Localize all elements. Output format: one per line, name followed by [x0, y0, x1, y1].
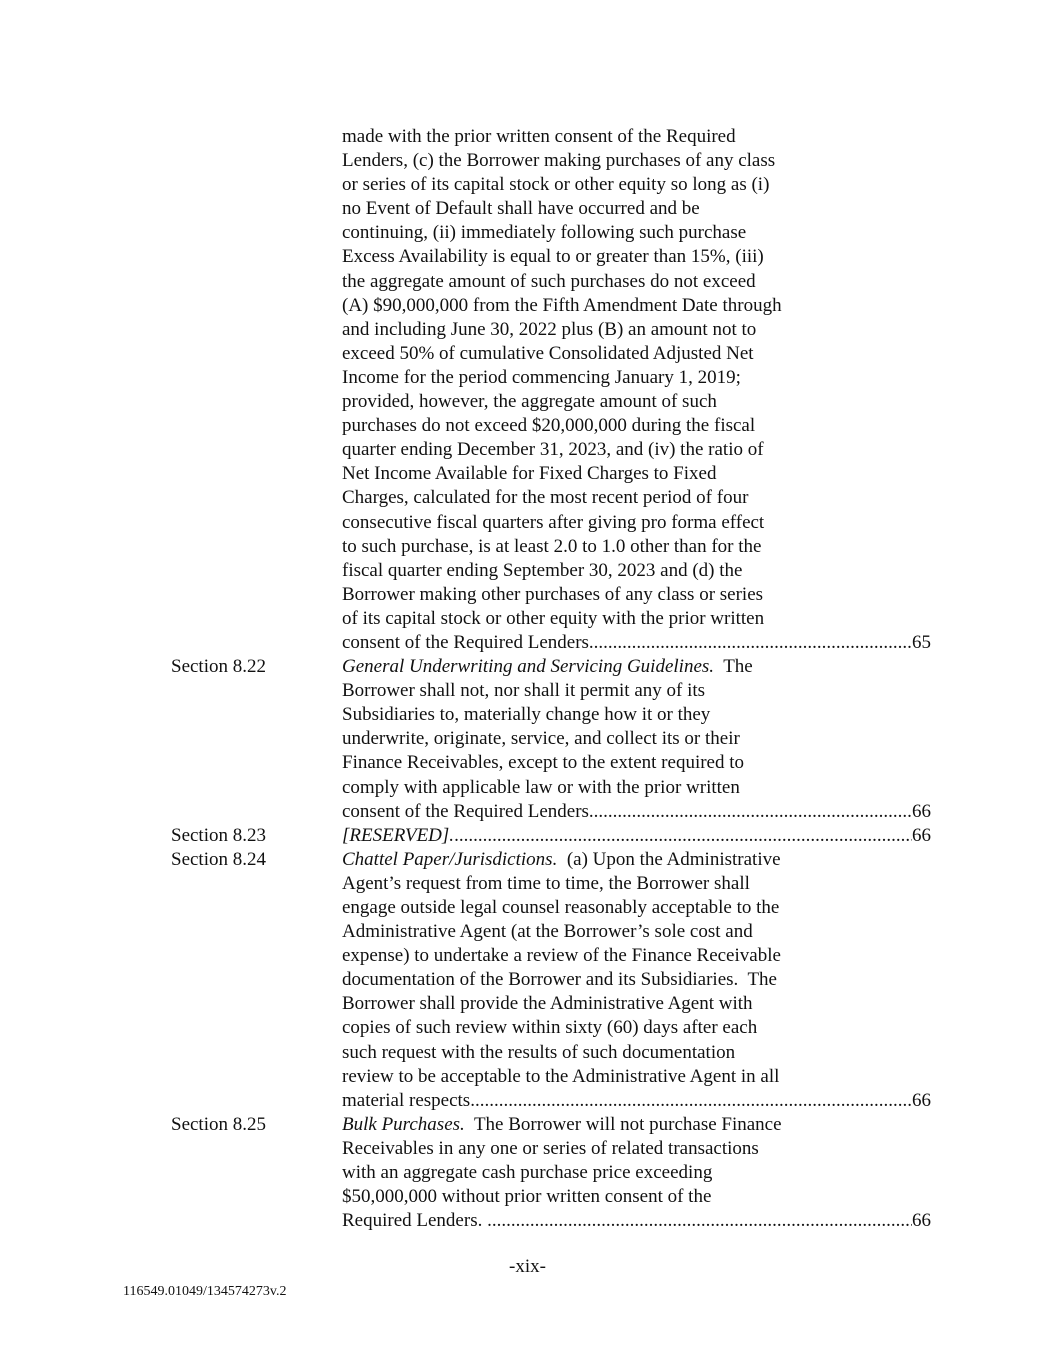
entry-text: Charges, calculated for the most recent period of four — [342, 487, 749, 509]
toc-line — [0, 1113, 1055, 1137]
toc-line — [0, 221, 1055, 245]
toc-entry — [0, 125, 1055, 655]
entry-text: purchases do not exceed $20,000,000 during the fiscal — [342, 415, 756, 437]
toc-line — [0, 149, 1055, 173]
toc-line — [0, 1089, 1055, 1113]
toc-line — [0, 390, 1055, 414]
toc-entry — [0, 848, 1055, 1113]
toc-line — [0, 776, 1055, 800]
entry-text: Net Income Available for Fixed Charges to Fixed — [342, 463, 717, 485]
entry-text: Borrower making other purchases of any class or series — [342, 583, 764, 605]
entry-text: material respects — [342, 1089, 471, 1111]
toc-page-number: 66 — [912, 824, 931, 846]
entry-text: or series of its capital stock or other equity so long as (i) — [342, 174, 770, 196]
entry-text: Excess Availability is equal to or greater than 15%, (iii) — [342, 246, 764, 268]
entry-text: The Borrower will not purchase Finance — [464, 1113, 782, 1135]
toc-line — [0, 751, 1055, 775]
toc-line — [0, 511, 1055, 535]
section-number: Section 8.22 — [171, 656, 266, 678]
entry-text: $50,000,000 without prior written consent of the — [342, 1186, 712, 1208]
entry-text: engage outside legal counsel reasonably acceptable to the — [342, 897, 780, 918]
section-title: General Underwriting and Servicing Guidelines. — [342, 656, 715, 678]
toc-line — [0, 486, 1055, 510]
toc-line — [0, 1065, 1055, 1089]
toc-line — [0, 848, 1055, 872]
toc-line — [0, 727, 1055, 751]
section-title: [RESERVED]. — [342, 824, 455, 846]
toc-line — [0, 1041, 1055, 1065]
toc-page-number: 66 — [912, 800, 931, 822]
entry-text: (A) $90,000,000 from the Fifth Amendment Date through — [342, 294, 782, 316]
entry-text: Income for the period commencing January 1, 2019; — [342, 366, 741, 388]
section-number: Section 8.24 — [171, 848, 266, 870]
toc-line — [0, 631, 1055, 655]
entry-text: Required Lenders. — [342, 1210, 488, 1232]
toc-line — [0, 992, 1055, 1016]
section-title: Chattel Paper/Jurisdictions. — [342, 848, 558, 870]
toc-line — [0, 944, 1055, 968]
toc-line — [0, 462, 1055, 486]
toc-line — [0, 535, 1055, 559]
toc-line — [0, 655, 1055, 679]
entry-text: comply with applicable law or with the prior written — [342, 776, 740, 798]
entry-text: expense) to undertake a review of the Finance Receivable — [342, 945, 781, 967]
dot-leader — [487, 1209, 912, 1233]
entry-text: and including June 30, 2022 plus (B) an amount not to — [342, 318, 757, 340]
entry-text: continuing, (ii) immediately following such purchase — [342, 222, 747, 244]
entry-text: The — [714, 656, 753, 678]
entry-text: with an aggregate cash purchase price exceeding — [342, 1162, 713, 1184]
entry-text: made with the prior written consent of the Required — [342, 126, 736, 147]
toc-entry — [0, 655, 1055, 824]
entry-text: provided, however, the aggregate amount of such — [342, 391, 717, 413]
section-title: Bulk Purchases. — [342, 1113, 465, 1135]
toc-line — [0, 607, 1055, 631]
dot-leader — [589, 800, 912, 824]
entry-text: to such purchase, is at least 2.0 to 1.0 other than for the — [342, 535, 762, 557]
toc-line — [0, 438, 1055, 462]
toc-line — [0, 583, 1055, 607]
entry-text: documentation of the Borrower and its Subsidiaries. The — [342, 969, 777, 991]
toc-line — [0, 800, 1055, 824]
toc-page-number: 66 — [912, 1089, 931, 1111]
toc-page-number: 65 — [912, 631, 931, 653]
entry-text: quarter ending December 31, 2023, and (iv) the ratio of — [342, 439, 764, 461]
entry-text: consecutive fiscal quarters after giving pro forma effect — [342, 511, 765, 533]
dot-leader — [470, 1089, 912, 1113]
document-id: 116549.01049/134574273v.2 — [123, 1284, 287, 1299]
toc-line — [0, 896, 1055, 920]
toc-line — [0, 920, 1055, 944]
dot-leader — [589, 631, 912, 655]
entry-text: Subsidiaries to, materially change how it or they — [342, 704, 711, 726]
toc-line — [0, 559, 1055, 583]
entry-text: copies of such review within sixty (60) days after each — [342, 1017, 758, 1039]
toc-line — [0, 270, 1055, 294]
entry-text: consent of the Required Lenders — [342, 800, 589, 822]
toc-line — [0, 1185, 1055, 1209]
entry-text: no Event of Default shall have occurred and be — [342, 198, 700, 220]
toc-line — [0, 1137, 1055, 1161]
entry-text: the aggregate amount of such purchases do not exceed — [342, 270, 756, 292]
toc-entry — [0, 1113, 1055, 1233]
toc-line — [0, 366, 1055, 390]
toc-line — [0, 968, 1055, 992]
entry-text: (a) Upon the Administrative — [557, 848, 781, 870]
entry-text: review to be acceptable to the Administrative Agent in all — [342, 1065, 780, 1087]
section-number: Section 8.23 — [171, 824, 266, 846]
entry-text: Finance Receivables, except to the extent required to — [342, 752, 745, 774]
toc-line — [0, 414, 1055, 438]
entry-text: Agent’s request from time to time, the Borrower shall — [342, 872, 750, 894]
toc-page-number: 66 — [912, 1210, 931, 1232]
toc-line — [0, 824, 1055, 848]
page-number: -xix- — [509, 1256, 546, 1277]
entry-text: fiscal quarter ending September 30, 2023 and (d) the — [342, 559, 743, 581]
entry-text: such request with the results of such documentation — [342, 1041, 736, 1063]
toc-line — [0, 1209, 1055, 1233]
dot-leader — [454, 824, 912, 848]
entry-text: Lenders, (c) the Borrower making purchases of any class — [342, 150, 776, 172]
toc-entry — [0, 824, 1055, 848]
toc-line — [0, 872, 1055, 896]
toc-line — [0, 197, 1055, 221]
entry-text: Borrower shall provide the Administrative Agent with — [342, 993, 753, 1015]
toc-line — [0, 245, 1055, 269]
entry-text: Administrative Agent (at the Borrower’s sole cost and — [342, 921, 753, 943]
toc-line — [0, 679, 1055, 703]
entry-text: consent of the Required Lenders — [342, 631, 589, 653]
toc-line — [0, 342, 1055, 366]
section-number: Section 8.25 — [171, 1113, 266, 1135]
toc-line — [0, 318, 1055, 342]
toc-line — [0, 294, 1055, 318]
entry-text: Borrower shall not, nor shall it permit any of its — [342, 680, 706, 702]
entry-text: exceed 50% of cumulative Consolidated Adjusted Net — [342, 342, 754, 364]
toc-line — [0, 1016, 1055, 1040]
toc-line — [0, 703, 1055, 727]
toc-line — [0, 173, 1055, 197]
table-of-contents — [0, 125, 1055, 1233]
entry-text: Receivables in any one or series of related transactions — [342, 1137, 759, 1159]
toc-line — [0, 125, 1055, 149]
entry-text: underwrite, originate, service, and collect its or their — [342, 728, 740, 750]
entry-text: of its capital stock or other equity with the prior written — [342, 607, 765, 629]
toc-line — [0, 1161, 1055, 1185]
